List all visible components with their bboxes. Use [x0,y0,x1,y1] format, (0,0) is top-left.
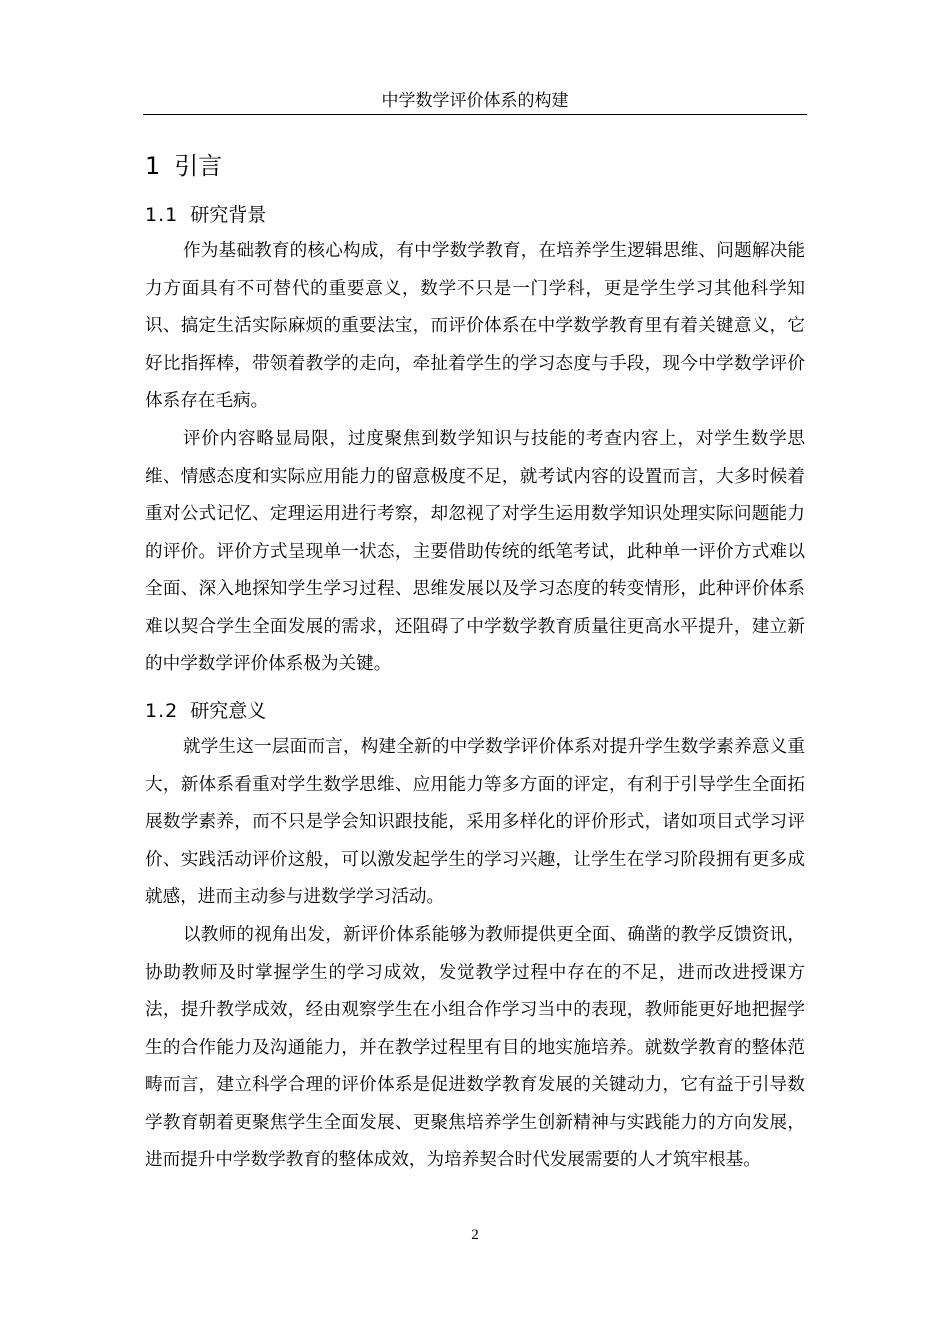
body-paragraph: 评价内容略显局限，过度聚焦到数学知识与技能的考查内容上，对学生数学思维、情感态度和实际应用能力的留意极度不足，就考试内容的设置而言，大多时候着重对公式记忆、定理运用进行考察，却忽视了对学生运用数学知识处理实际问题能力的评价。评价方式呈现单一状态，主要借助传统的纸笔考试，此种单一评价方式难以全面、深入地探知学生学习过程、思维发展以及学习态度的转变情形，此种评价体系难以契合学生全面发展的需求，还阻碍了中学数学教育质量往更高水平提升，建立新的中学数学评价体系极为关键。 [145,429,805,674]
chapter-title: 引言 [174,152,223,180]
section-title: 研究背景 [190,204,267,226]
chapter-number: 1 [145,152,161,180]
body-paragraph: 作为基础教育的核心构成，有中学数学教育，在培养学生逻辑思维、问题解决能力方面具有不可替代的重要意义，数学不只是一门学科，更是学生学习其他科学知识、搞定生活实际麻烦的重要法宝，而评价体系在中学数学教育里有着关键意义，它好比指挥棒，带领着教学的走向，牵扯着学生的学习态度与手段，现今中学数学评价体系存在毛病。 [145,241,805,411]
section-number: 1.1 [145,204,179,226]
header-rule [143,114,807,115]
chapter-heading [145,150,805,182]
section-heading-1-1 [145,202,805,228]
body-paragraph: 就学生这一层面而言，构建全新的中学数学评价体系对提升学生数学素养意义重大，新体系看重对学生数学思维、应用能力等多方面的评定，有利于引导学生全面拓展数学素养，而不只是学会知识跟技能，采用多样化的评价形式，诸如项目式学习评价、实践活动评价这般，可以激发起学生的学习兴趣，让学生在学习阶段拥有更多成就感，进而主动参与进数学学习活动。 [145,737,805,907]
section-number: 1.2 [145,700,179,722]
running-header: 中学数学评价体系的构建 [381,91,569,111]
section-title: 研究意义 [190,700,267,722]
section-heading-1-2 [145,698,805,724]
body-paragraph: 以教师的视角出发，新评价体系能够为教师提供更全面、确凿的教学反馈资讯，协助教师及时掌握学生的学习成效，发觉教学过程中存在的不足，进而改进授课方法，提升教学成效，经由观察学生在小组合作学习当中的表现，教师能更好地把握学生的合作能力及沟通能力，并在教学过程里有目的地实施培养。就数学教育的整体范畴而言，建立科学合理的评价体系是促进数学教育发展的关键动力，它有益于引导数学教育朝着更聚焦学生全面发展、更聚焦培养学生创新精神与实践能力的方向发展，进而提升中学数学教育的整体成效，为培养契合时代发展需要的人才筑牢根基。 [145,925,805,1170]
page-number: 2 [471,1227,479,1243]
